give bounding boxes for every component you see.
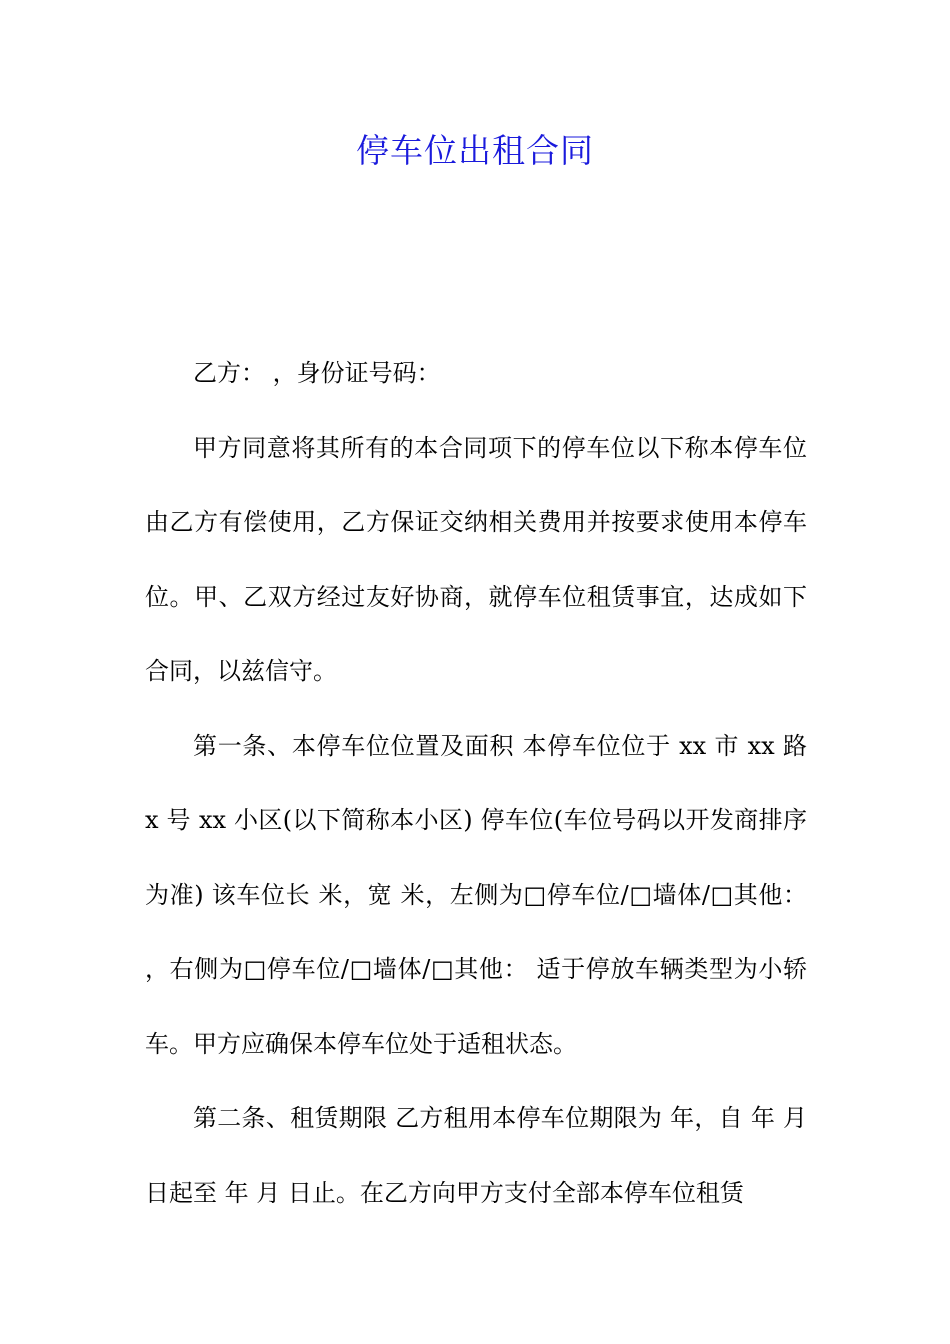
document-title: 停车位出租合同 (356, 131, 594, 170)
preamble-paragraph: 甲方同意将其所有的本合同项下的停车位以下称本停车位由乙方有偿使用，乙方保证交纳相关费用并按要求使用本停车位。甲、乙双方经过友好协商，就停车位租赁事宜，达成如下合同，以兹信守。 (145, 433, 807, 685)
document-body (145, 336, 807, 1230)
article-2-paragraph: 第二条、租赁期限 乙方租用本停车位期限为 年，自 年 月 日起至 年 月 日止。在乙方向甲方支付全部本停车位租赁 (145, 1104, 807, 1207)
party-b-line: 乙方： ，身份证号码： (193, 359, 441, 387)
article-1-paragraph: 第一条、本停车位位置及面积 本停车位位于 xx 市 xx 路 x 号 xx 小区(以下简称本小区) 停车位(车位号码以开发商排序为准) 该车位长 米，宽 米，左侧为□停车位/□墙体/□其他： ，右侧为□停车位/□墙体/□其他： 适于停放车辆类型为小轿车。甲方应确保本停车位处于适租状态。 (145, 731, 807, 1058)
